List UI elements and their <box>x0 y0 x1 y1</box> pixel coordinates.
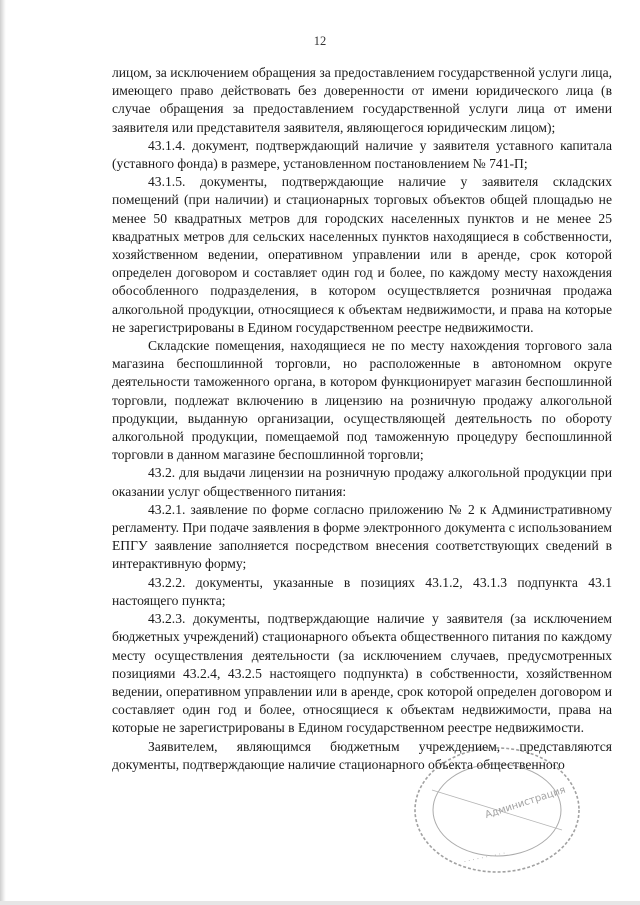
scan-bottom-edge <box>0 901 640 905</box>
svg-text:· · · · · · · · · ·: · · · · · · · · · · <box>463 849 507 867</box>
paragraph-43-2-3: 43.2.3. документы, подтверждающие наличие у заявителя (за исключением бюджетных учреждений) стационарного объекта общественного питания по каждому месту осуществления деятельности (за исключением случаев, предусмотренных позициями 43.2.4, 43.2.5 настоящего подпункта) в собственности, хозяйственном ведении, оперативном управлении или в аренде, срок которой определен договором и составляет один год и более, относящиеся к объектам недвижимости, права на которые не зарегистрированы в Едином государственном реестре недвижимости. <box>112 611 612 736</box>
paragraph-43-1-5: 43.1.5. документы, подтверждающие наличие у заявителя складских помещений (при наличии) и стационарных торговых объектов общей площадью не менее 50 квадратных метров для городских населенных пунктов и не менее 25 квадратных метров для сельских населенных пунктов находящиеся в собственности, хозяйственном ведении, оперативном управлении или в аренде, срок которой определен договором и составляет один год и более, по каждому месту нахождения обособленного подразделения, в котором осуществляется розничная продажа алкогольной продукции, относящиеся к объектам недвижимости, и права на которые не зарегистрированы в Едином государственном реестре недвижимости. <box>112 174 612 335</box>
paragraph-continuation: лицом, за исключением обращения за предоставлением государственной услуги лица, имеющего право действовать без доверенности от имени юридического лица (в случае обращения за предоставлением государственной услуги лица от имени заявителя или представителя заявителя, являющегося юридическим лицом); <box>112 65 612 135</box>
paragraph-43-2: 43.2. для выдачи лицензии на розничную продажу алкогольной продукции при оказании услуг общественного питания: <box>112 465 612 499</box>
official-stamp <box>392 730 592 880</box>
paragraph-43-2-1: 43.2.1. заявление по форме согласно приложению № 2 к Административному регламенту. При подаче заявления в форме электронного документа с использованием ЕПГУ заявление заполняется посредством внесения соответствующих сведений в интерактивную форму; <box>112 501 612 572</box>
paragraph-43-2-2: 43.2.2. документы, указанные в позициях 43.1.2, 43.1.3 подпункта 43.1 настоящего пункта; <box>112 574 612 608</box>
page-number: 12 <box>313 34 327 48</box>
paragraph-warehouse: Складские помещения, находящиеся не по месту нахождения торгового зала магазина беспошлинной торговли, но расположенные в автономном округе деятельности таможенного органа, в котором функционирует магазин беспошлинной торговли, подлежат включению в лицензию на розничную продажу алкогольной продукции, выданную организации, осуществляющей деятельность по обороту алкогольной продукции, помещаемой под таможенную процедуру беспошлинной торговли в данном магазине беспошлинной торговли; <box>112 338 612 463</box>
paragraph-budget: Заявителем, являющимся бюджетным учреждением, представляются документы, подтверждающие наличие стационарного объекта общественного <box>112 738 612 772</box>
document-body <box>112 64 612 774</box>
scan-left-edge <box>0 0 6 905</box>
paragraph-43-1-4: 43.1.4. документ, подтверждающий наличие у заявителя уставного капитала (уставного фонда) в размере, установленном постановлением № 741-П; <box>112 137 612 172</box>
svg-text:Администрация: Администрация <box>483 784 568 822</box>
